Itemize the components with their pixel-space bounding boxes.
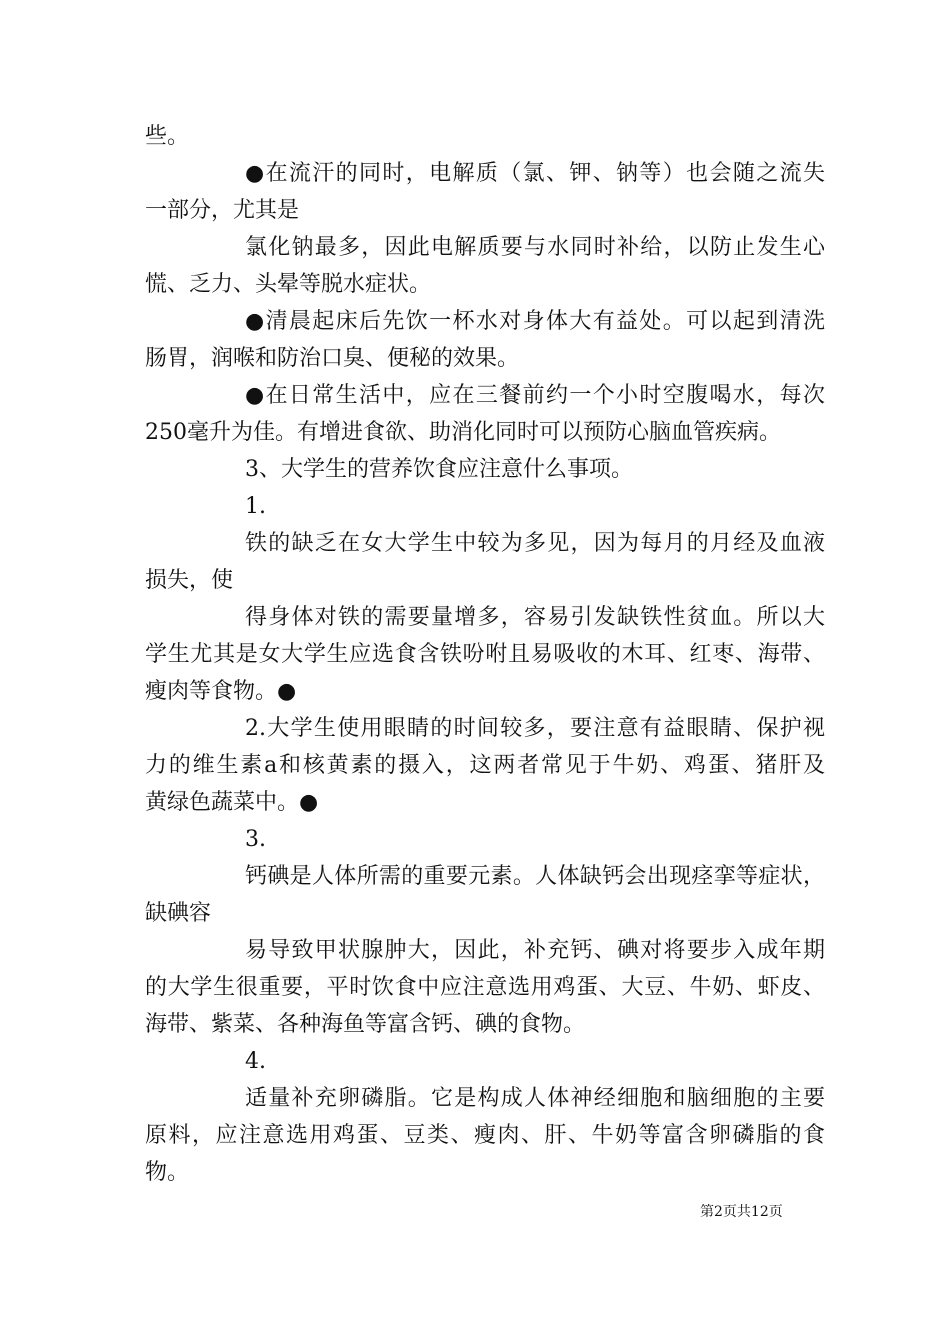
text-line: 得身体对铁的需要量增多，容易引发缺铁性贫血。所以大 bbox=[245, 605, 825, 630]
text-line: 损失，使 bbox=[145, 568, 234, 593]
text-line: 适量补充卵磷脂。它是构成人体神经细胞和脑细胞的主要 bbox=[245, 1086, 825, 1111]
text-line: 铁的缺乏在女大学生中较为多见，因为每月的月经及血液 bbox=[245, 531, 825, 556]
text-line: 瘦肉等食物。● bbox=[145, 679, 297, 704]
text-line: 原料，应注意选用鸡蛋、豆类、瘦肉、肝、牛奶等富含卵磷脂的食 bbox=[145, 1123, 825, 1148]
text-line: 缺碘容 bbox=[145, 901, 212, 926]
text-line: 4. bbox=[245, 1049, 266, 1074]
text-line: 慌、乏力、头晕等脱水症状。 bbox=[145, 272, 432, 297]
text-line: 250毫升为佳。有增进食欲、助消化同时可以预防心脑血管疾病。 bbox=[145, 420, 781, 445]
text-line: 些。 bbox=[145, 124, 190, 149]
document-body bbox=[145, 118, 825, 1191]
text-line: 2.大学生使用眼睛的时间较多，要注意有益眼睛、保护视 bbox=[245, 716, 825, 741]
text-line: 的大学生很重要，平时饮食中应注意选用鸡蛋、大豆、牛奶、虾皮、 bbox=[145, 975, 825, 1000]
text-line: 海带、紫菜、各种海鱼等富含钙、碘的食物。 bbox=[145, 1012, 586, 1037]
text-line: 肠胃，润喉和防治口臭、便秘的效果。 bbox=[145, 346, 520, 371]
text-line: 3. bbox=[245, 827, 266, 852]
text-line: 钙碘是人体所需的重要元素。人体缺钙会出现痉挛等症状， bbox=[245, 864, 825, 889]
text-line: 力的维生素a和核黄素的摄入，这两者常见于牛奶、鸡蛋、猪肝及 bbox=[145, 753, 825, 778]
text-line: 易导致甲状腺肿大，因此，补充钙、碘对将要步入成年期 bbox=[245, 938, 825, 963]
text-line: 学生尤其是女大学生应选食含铁吩咐且易吸收的木耳、红枣、海带、 bbox=[145, 642, 825, 667]
text-line: ●在流汗的同时，电解质（氯、钾、钠等）也会随之流失 bbox=[245, 161, 825, 186]
text-line: 一部分，尤其是 bbox=[145, 198, 300, 223]
text-line: 物。 bbox=[145, 1160, 190, 1185]
text-line: 氯化钠最多，因此电解质要与水同时补给，以防止发生心 bbox=[245, 235, 825, 260]
text-line: 3、大学生的营养饮食应注意什么事项。 bbox=[245, 457, 633, 482]
text-line: 1. bbox=[245, 494, 266, 519]
text-line: ●在日常生活中，应在三餐前约一个小时空腹喝水，每次 bbox=[245, 383, 825, 408]
text-line: ●清晨起床后先饮一杯水对身体大有益处。可以起到清洗 bbox=[245, 309, 825, 334]
text-line: 黄绿色蔬菜中。● bbox=[145, 790, 319, 815]
page-number-footer: 第2页共12页 bbox=[700, 1204, 783, 1220]
